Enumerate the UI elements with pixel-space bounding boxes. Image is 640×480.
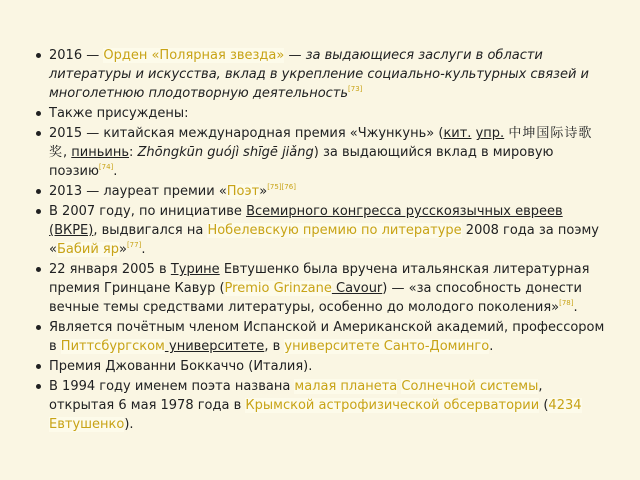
list-item: В 1994 году именем поэта названа малая планета Солнечной системы, открытая 6 мая 1978 года в Крымской астрофизической обсерватории (4234 Евтушенко). [49, 377, 609, 434]
reference-link[interactable]: [77] [126, 241, 142, 249]
crimean-observatory-link[interactable]: Крымской астрофизической обсерватории [245, 398, 540, 413]
solar-system-link[interactable]: Солнечной системы [401, 379, 539, 394]
reference-link[interactable]: [75][76] [267, 183, 296, 191]
reference-link[interactable]: [78] [559, 299, 574, 307]
reference-link[interactable]: [74] [98, 163, 114, 171]
nobel-prize-link[interactable]: Нобелевскую премию по литературе [207, 223, 462, 238]
poet-award-link[interactable]: Поэт [226, 184, 260, 199]
chinese-lang-link[interactable]: кит. [443, 126, 472, 141]
santo-domingo-university-link[interactable]: университете Санто-Доминго [284, 339, 490, 354]
list-item: 2015 — китайская международная премия «Чжункунь» (кит. упр. 中坤国际诗歌奖, пиньинь: Zhōngkūn guójì shīgē jiǎng) за выдающийся вклад в мировую поэзию[74]. [49, 124, 609, 181]
vkre-link[interactable]: Всемирного конгресса русскоязычных евреев (ВКРЕ) [49, 204, 563, 238]
list-item: 2013 — лауреат премии «Поэт»[75][76] [49, 182, 609, 201]
asteroid-4234-link[interactable]: 4234 Евтушенко [49, 398, 582, 432]
list-item: Премия Джованни Боккаччо (Италия). [49, 357, 609, 376]
list-item: Является почётным членом Испанской и Американской академий, профессором в Питтсбургском университете, в университете Санто-Доминго. [49, 318, 609, 356]
minor-planet-link[interactable]: малая планета [294, 379, 398, 394]
babi-yar-link[interactable]: Бабий яр [56, 242, 119, 257]
list-item: 22 января 2005 в Турине Евтушенко была вручена итальянская литературная премия Гринцане Кавур (Premio Grinzane Cavour) — «за способность донести вечные темы средствами литературы, особенно до молодого поколения»[78]. [49, 260, 609, 317]
pinyin-link[interactable]: пиньинь [71, 145, 130, 160]
list-item: Также присуждены: [49, 104, 609, 123]
turin-link[interactable]: Турине [170, 262, 220, 277]
awards-list [49, 46, 609, 435]
reference-link[interactable]: [73] [348, 85, 363, 93]
pittsburgh-link[interactable]: Питтсбургском [60, 339, 165, 354]
list-item: 2016 — Орден «Полярная звезда» — за выдающиеся заслуги в области литературы и искусства, вклад в укрепление социально-культурных связей и многолетнюю плодотворную деятельность[73] [49, 46, 609, 103]
list-item: В 2007 году, по инициативе Всемирного конгресса русскоязычных евреев (ВКРЕ), выдвигался на Нобелевскую премию по литературе 2008 года за поэму «Бабий яр»[77]. [49, 202, 609, 259]
university-link[interactable]: университете [164, 339, 265, 354]
simplified-link[interactable]: упр. [475, 126, 505, 141]
order-polar-star-link[interactable]: Орден «Полярная звезда» [103, 48, 285, 63]
cavour-link[interactable]: Cavour [331, 281, 383, 296]
premio-grinzane-link[interactable]: Premio Grinzane [224, 281, 332, 296]
